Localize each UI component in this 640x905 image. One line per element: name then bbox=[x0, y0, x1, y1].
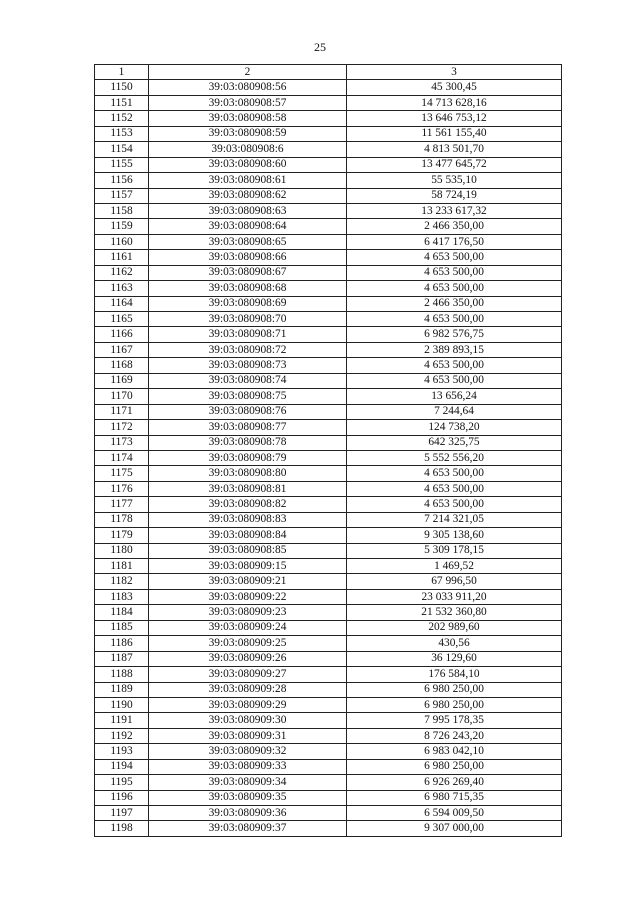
row-number-cell: 1153 bbox=[95, 126, 149, 141]
value-cell: 4 653 500,00 bbox=[347, 250, 562, 265]
value-cell: 202 989,60 bbox=[347, 620, 562, 635]
cadastral-id-cell: 39:03:080908:76 bbox=[149, 404, 347, 419]
cadastral-id-cell: 39:03:080908:77 bbox=[149, 420, 347, 435]
row-number-cell: 1192 bbox=[95, 728, 149, 743]
row-number-cell: 1170 bbox=[95, 389, 149, 404]
cadastral-id-cell: 39:03:080908:83 bbox=[149, 512, 347, 527]
value-cell: 55 535,10 bbox=[347, 173, 562, 188]
row-number-cell: 1186 bbox=[95, 636, 149, 651]
value-cell: 13 646 753,12 bbox=[347, 111, 562, 126]
value-cell: 4 653 500,00 bbox=[347, 281, 562, 296]
table-row bbox=[95, 265, 562, 280]
row-number-cell: 1162 bbox=[95, 265, 149, 280]
table-row bbox=[95, 528, 562, 543]
cadastral-id-cell: 39:03:080908:84 bbox=[149, 528, 347, 543]
value-cell: 45 300,45 bbox=[347, 80, 562, 95]
value-cell: 4 653 500,00 bbox=[347, 466, 562, 481]
value-cell: 5 552 556,20 bbox=[347, 450, 562, 465]
row-number-cell: 1173 bbox=[95, 435, 149, 450]
cadastral-id-cell: 39:03:080908:60 bbox=[149, 157, 347, 172]
value-cell: 6 980 250,00 bbox=[347, 697, 562, 712]
cadastral-id-cell: 39:03:080908:6 bbox=[149, 142, 347, 157]
table-row bbox=[95, 203, 562, 218]
cadastral-id-cell: 39:03:080908:57 bbox=[149, 95, 347, 110]
table-row bbox=[95, 111, 562, 126]
table-row bbox=[95, 327, 562, 342]
table-row bbox=[95, 821, 562, 836]
row-number-cell: 1175 bbox=[95, 466, 149, 481]
value-cell: 176 584,10 bbox=[347, 667, 562, 682]
cadastral-id-cell: 39:03:080909:30 bbox=[149, 713, 347, 728]
table-row bbox=[95, 728, 562, 743]
value-cell: 6 980 250,00 bbox=[347, 759, 562, 774]
row-number-cell: 1179 bbox=[95, 528, 149, 543]
row-number-cell: 1168 bbox=[95, 358, 149, 373]
row-number-cell: 1181 bbox=[95, 559, 149, 574]
row-number-cell: 1177 bbox=[95, 497, 149, 512]
value-cell: 21 532 360,80 bbox=[347, 605, 562, 620]
table-row bbox=[95, 697, 562, 712]
value-cell: 7 244,64 bbox=[347, 404, 562, 419]
table-row bbox=[95, 636, 562, 651]
value-cell: 430,56 bbox=[347, 636, 562, 651]
cadastral-id-cell: 39:03:080908:66 bbox=[149, 250, 347, 265]
row-number-cell: 1197 bbox=[95, 806, 149, 821]
table-row bbox=[95, 744, 562, 759]
cadastral-id-cell: 39:03:080909:23 bbox=[149, 605, 347, 620]
cadastral-id-cell: 39:03:080908:67 bbox=[149, 265, 347, 280]
table-row bbox=[95, 543, 562, 558]
cadastral-id-cell: 39:03:080908:85 bbox=[149, 543, 347, 558]
value-cell: 58 724,19 bbox=[347, 188, 562, 203]
row-number-cell: 1166 bbox=[95, 327, 149, 342]
row-number-cell: 1174 bbox=[95, 450, 149, 465]
table-row bbox=[95, 219, 562, 234]
row-number-cell: 1152 bbox=[95, 111, 149, 126]
cadastral-id-cell: 39:03:080908:78 bbox=[149, 435, 347, 450]
cadastral-id-cell: 39:03:080908:65 bbox=[149, 234, 347, 249]
cadastral-id-cell: 39:03:080908:71 bbox=[149, 327, 347, 342]
row-number-cell: 1180 bbox=[95, 543, 149, 558]
row-number-cell: 1158 bbox=[95, 203, 149, 218]
table-body bbox=[95, 80, 562, 836]
table-row bbox=[95, 682, 562, 697]
table-row bbox=[95, 512, 562, 527]
table-row bbox=[95, 667, 562, 682]
cadastral-id-cell: 39:03:080909:28 bbox=[149, 682, 347, 697]
value-cell: 642 325,75 bbox=[347, 435, 562, 450]
value-cell: 124 738,20 bbox=[347, 420, 562, 435]
row-number-cell: 1165 bbox=[95, 312, 149, 327]
row-number-cell: 1185 bbox=[95, 620, 149, 635]
cadastral-id-cell: 39:03:080908:73 bbox=[149, 358, 347, 373]
value-cell: 6 982 576,75 bbox=[347, 327, 562, 342]
table-row bbox=[95, 404, 562, 419]
cadastral-id-cell: 39:03:080909:15 bbox=[149, 559, 347, 574]
cadastral-id-cell: 39:03:080909:34 bbox=[149, 775, 347, 790]
value-cell: 23 033 911,20 bbox=[347, 589, 562, 604]
table-row bbox=[95, 80, 562, 95]
row-number-cell: 1191 bbox=[95, 713, 149, 728]
cadastral-id-cell: 39:03:080909:24 bbox=[149, 620, 347, 635]
row-number-cell: 1189 bbox=[95, 682, 149, 697]
value-cell: 4 813 501,70 bbox=[347, 142, 562, 157]
row-number-cell: 1193 bbox=[95, 744, 149, 759]
table-row bbox=[95, 806, 562, 821]
table-row bbox=[95, 775, 562, 790]
cadastral-id-cell: 39:03:080908:79 bbox=[149, 450, 347, 465]
table-row bbox=[95, 481, 562, 496]
page-number: 25 bbox=[314, 40, 326, 54]
cadastral-id-cell: 39:03:080909:29 bbox=[149, 697, 347, 712]
cadastral-id-cell: 39:03:080909:22 bbox=[149, 589, 347, 604]
cadastral-id-cell: 39:03:080908:68 bbox=[149, 281, 347, 296]
value-cell: 9 307 000,00 bbox=[347, 821, 562, 836]
value-cell: 2 389 893,15 bbox=[347, 342, 562, 357]
table-row bbox=[95, 342, 562, 357]
table-row bbox=[95, 713, 562, 728]
row-number-cell: 1156 bbox=[95, 173, 149, 188]
column-header-number: 1 bbox=[95, 65, 149, 80]
row-number-cell: 1155 bbox=[95, 157, 149, 172]
cadastral-id-cell: 39:03:080909:36 bbox=[149, 806, 347, 821]
value-cell: 4 653 500,00 bbox=[347, 358, 562, 373]
column-header-cadastral-id: 2 bbox=[149, 65, 347, 80]
value-cell: 7 214 321,05 bbox=[347, 512, 562, 527]
table-row bbox=[95, 373, 562, 388]
row-number-cell: 1182 bbox=[95, 574, 149, 589]
value-cell: 13 656,24 bbox=[347, 389, 562, 404]
table-row bbox=[95, 450, 562, 465]
table-row bbox=[95, 389, 562, 404]
row-number-cell: 1160 bbox=[95, 234, 149, 249]
table-row bbox=[95, 142, 562, 157]
table-row bbox=[95, 157, 562, 172]
cadastral-id-cell: 39:03:080908:64 bbox=[149, 219, 347, 234]
table-row bbox=[95, 497, 562, 512]
cadastral-id-cell: 39:03:080909:32 bbox=[149, 744, 347, 759]
row-number-cell: 1196 bbox=[95, 790, 149, 805]
value-cell: 1 469,52 bbox=[347, 559, 562, 574]
cadastral-id-cell: 39:03:080908:82 bbox=[149, 497, 347, 512]
value-cell: 4 653 500,00 bbox=[347, 497, 562, 512]
value-cell: 2 466 350,00 bbox=[347, 296, 562, 311]
cadastral-id-cell: 39:03:080908:58 bbox=[149, 111, 347, 126]
row-number-cell: 1184 bbox=[95, 605, 149, 620]
row-number-cell: 1198 bbox=[95, 821, 149, 836]
cadastral-id-cell: 39:03:080909:27 bbox=[149, 667, 347, 682]
row-number-cell: 1167 bbox=[95, 342, 149, 357]
value-cell: 6 980 250,00 bbox=[347, 682, 562, 697]
value-cell: 5 309 178,15 bbox=[347, 543, 562, 558]
value-cell: 4 653 500,00 bbox=[347, 265, 562, 280]
value-cell: 6 417 176,50 bbox=[347, 234, 562, 249]
value-cell: 6 983 042,10 bbox=[347, 744, 562, 759]
table-row bbox=[95, 250, 562, 265]
cadastral-id-cell: 39:03:080908:59 bbox=[149, 126, 347, 141]
cadastral-id-cell: 39:03:080909:35 bbox=[149, 790, 347, 805]
table-row bbox=[95, 466, 562, 481]
row-number-cell: 1171 bbox=[95, 404, 149, 419]
row-number-cell: 1159 bbox=[95, 219, 149, 234]
value-cell: 36 129,60 bbox=[347, 651, 562, 666]
row-number-cell: 1187 bbox=[95, 651, 149, 666]
cadastral-id-cell: 39:03:080909:26 bbox=[149, 651, 347, 666]
value-cell: 2 466 350,00 bbox=[347, 219, 562, 234]
cadastral-id-cell: 39:03:080909:21 bbox=[149, 574, 347, 589]
value-cell: 11 561 155,40 bbox=[347, 126, 562, 141]
table-row bbox=[95, 126, 562, 141]
table-row bbox=[95, 188, 562, 203]
cadastral-id-cell: 39:03:080908:62 bbox=[149, 188, 347, 203]
table-row bbox=[95, 605, 562, 620]
value-cell: 4 653 500,00 bbox=[347, 373, 562, 388]
row-number-cell: 1157 bbox=[95, 188, 149, 203]
table-row bbox=[95, 589, 562, 604]
cadastral-id-cell: 39:03:080908:61 bbox=[149, 173, 347, 188]
row-number-cell: 1176 bbox=[95, 481, 149, 496]
table-row bbox=[95, 759, 562, 774]
value-cell: 7 995 178,35 bbox=[347, 713, 562, 728]
value-cell: 13 233 617,32 bbox=[347, 203, 562, 218]
row-number-cell: 1190 bbox=[95, 697, 149, 712]
cadastral-id-cell: 39:03:080908:70 bbox=[149, 312, 347, 327]
cadastral-id-cell: 39:03:080908:81 bbox=[149, 481, 347, 496]
table-row bbox=[95, 435, 562, 450]
value-cell: 9 305 138,60 bbox=[347, 528, 562, 543]
data-table bbox=[94, 64, 562, 837]
cadastral-id-cell: 39:03:080908:75 bbox=[149, 389, 347, 404]
row-number-cell: 1169 bbox=[95, 373, 149, 388]
table-row bbox=[95, 574, 562, 589]
cadastral-id-cell: 39:03:080908:72 bbox=[149, 342, 347, 357]
table-row bbox=[95, 620, 562, 635]
table-header-row bbox=[95, 65, 562, 80]
cadastral-id-cell: 39:03:080908:56 bbox=[149, 80, 347, 95]
value-cell: 6 926 269,40 bbox=[347, 775, 562, 790]
table-row bbox=[95, 173, 562, 188]
row-number-cell: 1161 bbox=[95, 250, 149, 265]
table-row bbox=[95, 296, 562, 311]
table-row bbox=[95, 790, 562, 805]
row-number-cell: 1172 bbox=[95, 420, 149, 435]
cadastral-id-cell: 39:03:080909:31 bbox=[149, 728, 347, 743]
value-cell: 6 980 715,35 bbox=[347, 790, 562, 805]
row-number-cell: 1183 bbox=[95, 589, 149, 604]
row-number-cell: 1195 bbox=[95, 775, 149, 790]
row-number-cell: 1151 bbox=[95, 95, 149, 110]
cadastral-id-cell: 39:03:080909:25 bbox=[149, 636, 347, 651]
row-number-cell: 1194 bbox=[95, 759, 149, 774]
row-number-cell: 1178 bbox=[95, 512, 149, 527]
value-cell: 14 713 628,16 bbox=[347, 95, 562, 110]
table-row bbox=[95, 559, 562, 574]
cadastral-id-cell: 39:03:080908:63 bbox=[149, 203, 347, 218]
value-cell: 4 653 500,00 bbox=[347, 481, 562, 496]
table-row bbox=[95, 95, 562, 110]
cadastral-id-cell: 39:03:080908:74 bbox=[149, 373, 347, 388]
table-row bbox=[95, 234, 562, 249]
value-cell: 13 477 645,72 bbox=[347, 157, 562, 172]
value-cell: 6 594 009,50 bbox=[347, 806, 562, 821]
table-row bbox=[95, 281, 562, 296]
value-cell: 67 996,50 bbox=[347, 574, 562, 589]
value-cell: 4 653 500,00 bbox=[347, 312, 562, 327]
row-number-cell: 1163 bbox=[95, 281, 149, 296]
cadastral-id-cell: 39:03:080908:80 bbox=[149, 466, 347, 481]
row-number-cell: 1154 bbox=[95, 142, 149, 157]
table-row bbox=[95, 312, 562, 327]
value-cell: 8 726 243,20 bbox=[347, 728, 562, 743]
table-row bbox=[95, 358, 562, 373]
cadastral-id-cell: 39:03:080908:69 bbox=[149, 296, 347, 311]
table-row bbox=[95, 651, 562, 666]
row-number-cell: 1164 bbox=[95, 296, 149, 311]
cadastral-id-cell: 39:03:080909:33 bbox=[149, 759, 347, 774]
table-row bbox=[95, 420, 562, 435]
column-header-value: 3 bbox=[347, 65, 562, 80]
row-number-cell: 1188 bbox=[95, 667, 149, 682]
row-number-cell: 1150 bbox=[95, 80, 149, 95]
cadastral-id-cell: 39:03:080909:37 bbox=[149, 821, 347, 836]
